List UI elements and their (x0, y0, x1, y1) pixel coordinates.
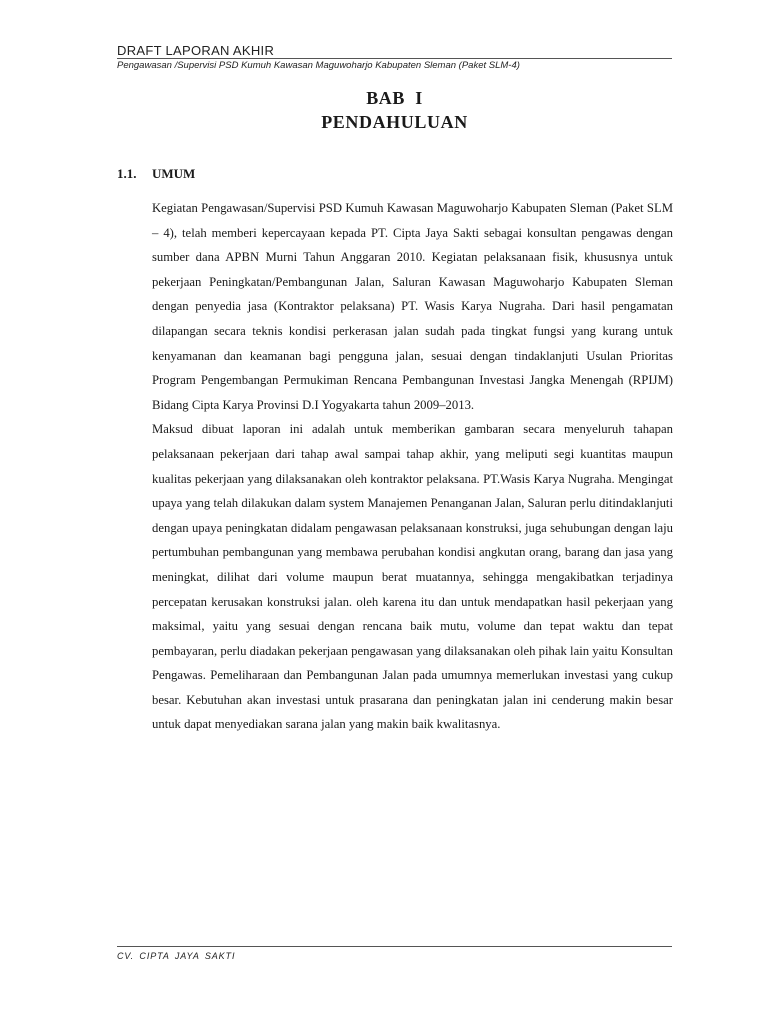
section-number: 1.1. (117, 166, 137, 181)
section-title: UMUM (152, 166, 196, 181)
section-heading (117, 166, 195, 182)
footer-divider (117, 946, 672, 947)
paragraph-2: Maksud dibuat laporan ini adalah untuk memberikan gambaran secara menyeluruh tahapan pelaksanaan pekerjaan dari tahap awal sampai tahap akhir, yang meliputi segi kuantitas maupun kualitas pekerjaan yang dilaksanakan oleh kontraktor pelaksana. PT.Wasis Karya Nugraha. Mengingat upaya yang telah dilakukan dalam system Manajemen Penanganan Jalan, Saluran perlu ditindaklanjuti dengan upaya peningkatan didalam pengawasan pelaksanaan konstruksi, juga sehubungan dengan laju pertumbuhan pembangunan yang membawa perubahan kondisi angkutan orang, barang dan jasa yang meningkat, dilihat dari volume maupun berat muatannya, sehingga mengakibatkan terjadinya percepatan kerusakan konstruksi jalan. oleh karena itu dan untuk mendapatkan hasil pekerjaan yang maksimal, yaitu yang sesuai dengan rencana baik mutu, volume dan tepat waktu dan tepat pembayaran, perlu diadakan pekerjaan pengawasan yang dilaksanakan oleh pihak lain yaitu Konsultan Pengawas. Pemeliharaan dan Pembangunan Jalan pada umumnya memerlukan investasi yang cukup besar. Kebutuhan akan investasi untuk prasarana dan peningkatan jalan ini cenderung makin besar untuk dapat menyediakan sarana jalan yang makin baik kwalitasnya. (152, 422, 673, 732)
paragraph-1: Kegiatan Pengawasan/Supervisi PSD Kumuh Kawasan Maguwoharjo Kabupaten Sleman (Paket SLM – 4), telah memberi kepercayaan kepada PT. Cipta Jaya Sakti sebagai konsultan pengawas dengan sumber dana APBN Murni Tahun Anggaran 2010. Kegiatan pelaksanaan fisik, khususnya untuk pekerjaan Peningkatan/Pembangunan Jalan, Saluran Kawasan Maguwoharjo Kabupaten Sleman dengan penyedia jasa (Kontraktor pelaksana) PT. Wasis Karya Nugraha. Dari hasil pengamatan dilapangan secara teknis kondisi perkerasan jalan sudah pada tingkat fungsi yang kurang untuk kenyamanan dan keamanan bagi pengguna jalan, sesuai dengan tindaklanjuti Usulan Prioritas Program Pengembangan Permukiman Rencana Pembangunan Investasi Jangka Menengah (RPIJM) Bidang Cipta Karya Provinsi D.I Yogyakarta tahun 2009–2013. (152, 201, 673, 412)
header-title: DRAFT LAPORAN AKHIR (117, 43, 275, 58)
footer-company: CV. CIPTA JAYA SAKTI (117, 951, 236, 961)
chapter-title: PENDAHULUAN (321, 112, 468, 132)
body-text (152, 196, 673, 737)
chapter-number: BAB I (366, 88, 423, 108)
header-divider (117, 58, 672, 59)
header-subtitle: Pengawasan /Supervisi PSD Kumuh Kawasan Maguwoharjo Kabupaten Sleman (Paket SLM-4) (117, 60, 520, 71)
